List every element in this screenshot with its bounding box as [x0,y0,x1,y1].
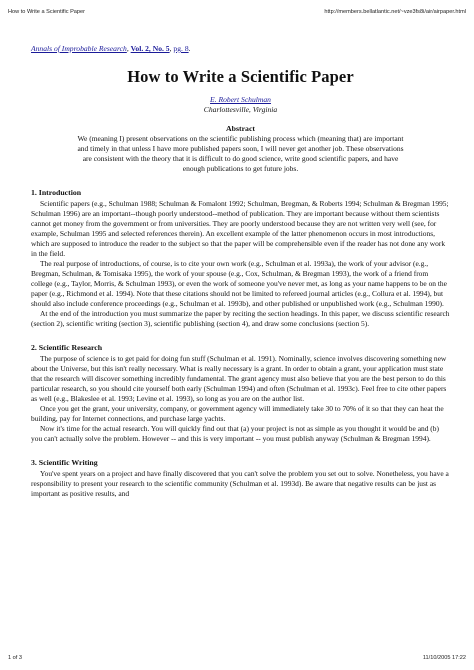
intro-paragraph-1: Scientific papers (e.g., Schulman 1988; Schulman & Fomalont 1992; Schulman, Bregman, & Roberts 1994; Schulman & Bregman 1995; Schulman 1996) are an important--though poorly understood--method of publication. They are important because without them scientists cannot get money from the government or from universities. They are poorly understood because they are not written very well (see, for example, Schulman 1995 and selected references therein). An excellent example of the latter phenomenon occurs in most introductions, which are supposed to introduce the reader to the subject so that the paper will be comprehensible even if the reader has not done any work in the field. [31,199,449,258]
citation-separator: , [126,44,129,53]
document-page [31,44,450,499]
print-timestamp: 11/10/2005 17:22 [422,655,466,661]
research-paragraph-2: Once you get the grant, your university, company, or government agency will immediately take 30 to 70% of it so that they can heat the building, pay for Internet connections, and purchase large yachts. [31,404,444,423]
intro-paragraph-2: The real purpose of introductions, of course, is to cite your own work (e.g., Schulman et al. 1993a), the work of your advisor (e.g., Bregman, Schulman, & Tomisaka 1995), the work of your spouse (e.g., Cox, Schulman, & Bregman 1993), the work of a friend from college (e.g., Taylor, Morris, & Schulman 1993), or even the work of someone you've never met, as long as your name happens to be on the paper (e.g., Richmond et al. 1994). Note that these citations should not be limited to refereed journal articles (e.g., Collura et al. 1994), but should also include conference proceedings (e.g., Schulman et al. 1993b), and other published or unpublished work (e.g., Schulman 1990). [31,259,447,308]
print-header [8,9,466,15]
author-block [31,95,450,114]
citation-end: . [188,44,191,53]
research-paragraph-1: The purpose of science is to get paid for doing fun stuff (Schulman et al. 1991). Nominally, science involves discovering something new about the Universe, but this isn't really necessary. What is really necessary is a grant. In order to obtain a grant, your application must state that the research will discover something incredibly fundamental. The grant agency must also believe that you are the best person to do this particular research, so you should cite yourself both early (Schulman 1994) and often (Schulman et al. 1993c). Feel free to cite other papers as well (e.g., Blakeslee et al. 1993; Levine et al. 1993), so long as you are on the author list. [31,354,447,403]
writing-paragraph-1: You've spent years on a project and have finally discovered that you can't solve the problem you set out to solve. Nonetheless, you have a responsibility to present your research to the scientific community (Schulman et al. 1993d). Be aware that negative results can be just as important as positive results, and [31,469,449,498]
volume-link[interactable]: Vol. 2, No. 5 [130,44,170,53]
citation-separator-2: , [169,44,172,53]
header-url: http://members.bellatlantic.net/~vze3fs8i/air/airpaper.html [324,9,466,15]
page-count: 1 of 3 [8,655,22,661]
section-heading-writing: 3. Scientific Writing [31,458,98,467]
author-link[interactable]: E. Robert Schulman [210,95,271,104]
section-heading-introduction: 1. Introduction [31,188,82,197]
author-location: Charlottesville, Virginia [203,104,278,114]
journal-link[interactable]: Annals of Improbable Research [31,44,127,53]
page-link[interactable]: pg. 8 [173,44,189,53]
intro-paragraph-3: At the end of the introduction you must summarize the paper by reciting the section headings. In this paper, we discuss scientific research (section 2), scientific writing (section 3), scientific publishing (section 4), and draw some conclusions (section 5). [31,309,450,328]
journal-citation [31,44,450,54]
research-paragraph-3: Now it's time for the actual research. You will quickly find out that (a) your project is not as simple as you thought it would be and (b) you can't actually solve the problem. However -- and this is very important -- you must publish anyway (Schulman & Bregman 1994). [31,424,439,443]
print-footer [8,655,466,661]
page-title: How to Write a Scientific Paper [127,67,354,86]
section-heading-research: 2. Scientific Research [31,343,103,352]
abstract-text: We (meaning I) present observations on the scientific publishing process which (meaning that) are important and timely in that unless I have more published papers soon, I will never get another job. These observations are consistent with the theory that it is difficult to do good science, write good scientific papers, and have enough publications to get future jobs. [77,134,404,173]
abstract-heading: Abstract [225,124,255,133]
header-title: How to Write a Scientific Paper [8,9,85,15]
